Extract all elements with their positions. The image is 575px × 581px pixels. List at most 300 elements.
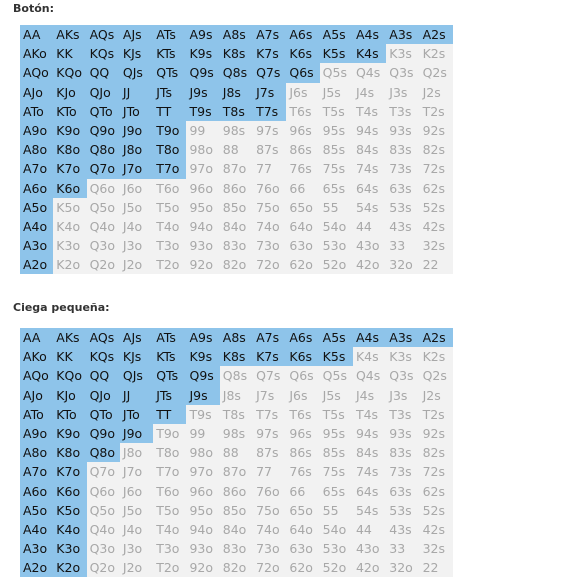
hand-cell: K8s <box>220 44 253 63</box>
hand-cell: KTs <box>153 44 186 63</box>
hand-cell: Q3s <box>386 366 419 385</box>
hand-cell: 65s <box>320 179 353 198</box>
hand-cell: 62o <box>286 255 319 274</box>
hand-cell: 82s <box>420 140 453 159</box>
hand-cell: A7s <box>253 328 286 347</box>
hand-cell: K6s <box>286 347 319 366</box>
hand-cell: J9s <box>186 386 219 405</box>
hand-cell: 98s <box>220 424 253 443</box>
hand-cell: K7s <box>253 44 286 63</box>
hand-cell: 97o <box>186 159 219 178</box>
hand-cell: 98o <box>186 140 219 159</box>
hand-cell: A9s <box>186 25 219 44</box>
hand-cell: J8o <box>120 443 153 462</box>
hand-cell: 95o <box>186 501 219 520</box>
hand-cell: QTo <box>87 405 120 424</box>
hand-cell: J9o <box>120 424 153 443</box>
hand-cell: 85s <box>320 140 353 159</box>
hand-cell: QQ <box>87 366 120 385</box>
hand-cell: 76s <box>286 462 319 481</box>
hand-cell: 22 <box>420 558 453 577</box>
hand-cell: 53o <box>320 236 353 255</box>
hand-cell: 82o <box>220 255 253 274</box>
hand-cell: J8s <box>220 83 253 102</box>
hand-cell: 54o <box>320 520 353 539</box>
hand-cell: Q9o <box>87 121 120 140</box>
hand-cell: 85o <box>220 198 253 217</box>
hand-cell: A6o <box>20 179 53 198</box>
hand-cell: A4o <box>20 217 53 236</box>
hand-range-grid-ciega-pequena <box>20 328 453 577</box>
hand-cell: T8o <box>153 443 186 462</box>
hand-cell: 99 <box>186 121 219 140</box>
hand-cell: AKo <box>20 347 53 366</box>
hand-cell: J6o <box>120 482 153 501</box>
hand-cell: ATs <box>153 328 186 347</box>
hand-cell: A3s <box>386 328 419 347</box>
hand-cell: A2o <box>20 255 53 274</box>
hand-cell: A5o <box>20 501 53 520</box>
hand-cell: K9s <box>186 44 219 63</box>
hand-cell: J6o <box>120 179 153 198</box>
hand-cell: TT <box>153 405 186 424</box>
hand-cell: T5o <box>153 198 186 217</box>
hand-cell: QTs <box>153 366 186 385</box>
hand-cell: Q6o <box>87 482 120 501</box>
hand-cell: 65o <box>286 198 319 217</box>
hand-cell: 84o <box>220 217 253 236</box>
hand-cell: A4o <box>20 520 53 539</box>
hand-cell: 72o <box>253 558 286 577</box>
hand-cell: 32o <box>386 255 419 274</box>
hand-cell: 96o <box>186 179 219 198</box>
hand-cell: Q8s <box>220 366 253 385</box>
hand-cell: A9o <box>20 121 53 140</box>
hand-cell: Q7o <box>87 462 120 481</box>
hand-cell: 97o <box>186 462 219 481</box>
hand-cell: A6s <box>286 328 319 347</box>
hand-cell: JJ <box>120 83 153 102</box>
hand-cell: 54s <box>353 501 386 520</box>
hand-cell: K3o <box>53 236 86 255</box>
hand-cell: 86s <box>286 140 319 159</box>
hand-cell: J6s <box>286 386 319 405</box>
hand-cell: 85o <box>220 501 253 520</box>
hand-cell: Q2s <box>420 63 453 82</box>
hand-cell: AKs <box>53 25 86 44</box>
hand-cell: T7s <box>253 405 286 424</box>
hand-cell: 96s <box>286 121 319 140</box>
hand-cell: KJs <box>120 347 153 366</box>
hand-cell: 77 <box>253 159 286 178</box>
hand-cell: Q3s <box>386 63 419 82</box>
hand-cell: 94o <box>186 217 219 236</box>
hand-cell: 93o <box>186 539 219 558</box>
hand-cell: 32o <box>386 558 419 577</box>
hand-cell: 72o <box>253 255 286 274</box>
hand-cell: 73o <box>253 236 286 255</box>
hand-cell: 75s <box>320 159 353 178</box>
hand-cell: 93o <box>186 236 219 255</box>
hand-cell: 83s <box>386 140 419 159</box>
hand-cell: J9s <box>186 83 219 102</box>
hand-cell: 87s <box>253 443 286 462</box>
hand-cell: AQo <box>20 366 53 385</box>
hand-cell: 62s <box>420 482 453 501</box>
hand-cell: Q2o <box>87 558 120 577</box>
hand-cell: 43s <box>386 520 419 539</box>
hand-cell: 65o <box>286 501 319 520</box>
hand-cell: 74s <box>353 159 386 178</box>
hand-cell: J2o <box>120 558 153 577</box>
hand-cell: A2s <box>420 328 453 347</box>
hand-cell: 86s <box>286 443 319 462</box>
hand-cell: KQs <box>87 44 120 63</box>
hand-cell: AA <box>20 328 53 347</box>
hand-cell: KTs <box>153 347 186 366</box>
hand-cell: 86o <box>220 179 253 198</box>
hand-cell: T7o <box>153 462 186 481</box>
hand-cell: Q5o <box>87 501 120 520</box>
hand-cell: T9o <box>153 121 186 140</box>
hand-cell: J3o <box>120 539 153 558</box>
hand-cell: K6o <box>53 179 86 198</box>
hand-cell: Q7o <box>87 159 120 178</box>
hand-cell: KTo <box>53 405 86 424</box>
hand-cell: TT <box>153 102 186 121</box>
hand-cell: J4o <box>120 520 153 539</box>
hand-cell: Q9o <box>87 424 120 443</box>
hand-cell: 53s <box>386 198 419 217</box>
hand-cell: T2o <box>153 255 186 274</box>
hand-cell: K3s <box>386 44 419 63</box>
hand-cell: J8o <box>120 140 153 159</box>
hand-cell: 52s <box>420 198 453 217</box>
hand-cell: 98s <box>220 121 253 140</box>
hand-cell: A3o <box>20 539 53 558</box>
hand-cell: Q9s <box>186 63 219 82</box>
hand-cell: 64o <box>286 217 319 236</box>
hand-cell: Q3o <box>87 236 120 255</box>
section-title: Botón: <box>13 2 54 15</box>
hand-cell: 97s <box>253 424 286 443</box>
hand-cell: AJs <box>120 328 153 347</box>
hand-cell: T2s <box>420 102 453 121</box>
hand-cell: T4s <box>353 102 386 121</box>
hand-cell: Q5s <box>320 63 353 82</box>
hand-cell: J2s <box>420 83 453 102</box>
hand-cell: 52o <box>320 255 353 274</box>
hand-cell: Q6o <box>87 179 120 198</box>
hand-cell: K4o <box>53 520 86 539</box>
hand-cell: 54s <box>353 198 386 217</box>
hand-cell: Q9s <box>186 366 219 385</box>
hand-cell: K9o <box>53 121 86 140</box>
hand-cell: 94s <box>353 121 386 140</box>
hand-cell: QTo <box>87 102 120 121</box>
hand-cell: J5o <box>120 501 153 520</box>
hand-cell: T6s <box>286 102 319 121</box>
hand-cell: Q8s <box>220 63 253 82</box>
hand-cell: 72s <box>420 462 453 481</box>
hand-cell: K9s <box>186 347 219 366</box>
hand-cell: K3s <box>386 347 419 366</box>
hand-cell: 63s <box>386 179 419 198</box>
hand-cell: T4o <box>153 520 186 539</box>
hand-cell: QJo <box>87 386 120 405</box>
hand-cell: J7o <box>120 159 153 178</box>
hand-cell: AA <box>20 25 53 44</box>
hand-cell: Q4o <box>87 217 120 236</box>
hand-cell: T3o <box>153 539 186 558</box>
hand-cell: KK <box>53 44 86 63</box>
hand-cell: T9s <box>186 405 219 424</box>
hand-cell: T4o <box>153 217 186 236</box>
hand-cell: JTs <box>153 386 186 405</box>
hand-cell: 88 <box>220 443 253 462</box>
hand-cell: K4o <box>53 217 86 236</box>
hand-cell: 74s <box>353 462 386 481</box>
hand-cell: 85s <box>320 443 353 462</box>
hand-cell: QJs <box>120 63 153 82</box>
hand-cell: K8o <box>53 443 86 462</box>
hand-cell: J2o <box>120 255 153 274</box>
hand-cell: A8o <box>20 443 53 462</box>
hand-cell: K8o <box>53 140 86 159</box>
hand-cell: 62s <box>420 179 453 198</box>
hand-cell: K7s <box>253 347 286 366</box>
hand-cell: 82s <box>420 443 453 462</box>
hand-cell: 94o <box>186 520 219 539</box>
hand-cell: QJs <box>120 366 153 385</box>
hand-cell: 76o <box>253 179 286 198</box>
hand-cell: Q8o <box>87 443 120 462</box>
hand-cell: 64s <box>353 482 386 501</box>
hand-cell: Q3o <box>87 539 120 558</box>
hand-cell: A4s <box>353 25 386 44</box>
hand-cell: K2o <box>53 255 86 274</box>
hand-cell: Q4s <box>353 63 386 82</box>
hand-cell: 93s <box>386 121 419 140</box>
hand-cell: 52s <box>420 501 453 520</box>
hand-cell: QQ <box>87 63 120 82</box>
hand-cell: 52o <box>320 558 353 577</box>
hand-cell: 94s <box>353 424 386 443</box>
hand-cell: A4s <box>353 328 386 347</box>
hand-cell: KTo <box>53 102 86 121</box>
hand-cell: AJo <box>20 83 53 102</box>
hand-cell: A8s <box>220 328 253 347</box>
hand-cell: 75s <box>320 462 353 481</box>
hand-cell: 73s <box>386 159 419 178</box>
hand-cell: 63o <box>286 236 319 255</box>
hand-cell: A9o <box>20 424 53 443</box>
hand-cell: 95s <box>320 424 353 443</box>
hand-cell: K8s <box>220 347 253 366</box>
hand-cell: J6s <box>286 83 319 102</box>
hand-cell: 74o <box>253 520 286 539</box>
hand-cell: 97s <box>253 121 286 140</box>
hand-cell: KJo <box>53 386 86 405</box>
hand-cell: 44 <box>353 520 386 539</box>
hand-cell: 63s <box>386 482 419 501</box>
hand-cell: A3s <box>386 25 419 44</box>
hand-cell: Q2s <box>420 366 453 385</box>
hand-cell: 87o <box>220 462 253 481</box>
hand-cell: T3o <box>153 236 186 255</box>
hand-cell: ATs <box>153 25 186 44</box>
hand-cell: 88 <box>220 140 253 159</box>
hand-cell: T7o <box>153 159 186 178</box>
hand-cell: ATo <box>20 405 53 424</box>
hand-cell: T5o <box>153 501 186 520</box>
hand-cell: J2s <box>420 386 453 405</box>
hand-cell: 83s <box>386 443 419 462</box>
hand-cell: A7o <box>20 462 53 481</box>
hand-cell: 98o <box>186 443 219 462</box>
hand-cell: A3o <box>20 236 53 255</box>
hand-cell: J8s <box>220 386 253 405</box>
hand-cell: JTo <box>120 102 153 121</box>
hand-cell: JTs <box>153 83 186 102</box>
hand-cell: A8o <box>20 140 53 159</box>
hand-cell: A2s <box>420 25 453 44</box>
hand-cell: 53o <box>320 539 353 558</box>
hand-cell: Q2o <box>87 255 120 274</box>
hand-cell: J4s <box>353 83 386 102</box>
hand-cell: JJ <box>120 386 153 405</box>
hand-cell: JTo <box>120 405 153 424</box>
hand-cell: 92o <box>186 558 219 577</box>
hand-cell: K7o <box>53 159 86 178</box>
hand-cell: 76s <box>286 159 319 178</box>
hand-cell: A9s <box>186 328 219 347</box>
hand-cell: 64o <box>286 520 319 539</box>
hand-cell: J7o <box>120 462 153 481</box>
hand-cell: KQo <box>53 366 86 385</box>
hand-cell: A7o <box>20 159 53 178</box>
hand-cell: K5o <box>53 198 86 217</box>
hand-cell: A8s <box>220 25 253 44</box>
hand-cell: 99 <box>186 424 219 443</box>
hand-cell: 42o <box>353 255 386 274</box>
hand-cell: QTs <box>153 63 186 82</box>
hand-cell: T9s <box>186 102 219 121</box>
hand-cell: J7s <box>253 83 286 102</box>
hand-cell: K6o <box>53 482 86 501</box>
hand-cell: 65s <box>320 482 353 501</box>
hand-cell: 72s <box>420 159 453 178</box>
hand-cell: AKo <box>20 44 53 63</box>
hand-cell: K2s <box>420 44 453 63</box>
hand-cell: 55 <box>320 501 353 520</box>
hand-cell: AQo <box>20 63 53 82</box>
hand-cell: J5s <box>320 83 353 102</box>
hand-cell: 53s <box>386 501 419 520</box>
hand-cell: Q5s <box>320 366 353 385</box>
hand-cell: J5s <box>320 386 353 405</box>
hand-cell: 42s <box>420 520 453 539</box>
hand-cell: T3s <box>386 405 419 424</box>
hand-cell: AJo <box>20 386 53 405</box>
hand-cell: T8s <box>220 102 253 121</box>
hand-cell: 74o <box>253 217 286 236</box>
hand-cell: J3s <box>386 386 419 405</box>
hand-cell: 43s <box>386 217 419 236</box>
hand-cell: Q6s <box>286 366 319 385</box>
hand-cell: Q8o <box>87 140 120 159</box>
hand-cell: A5s <box>320 328 353 347</box>
hand-cell: 33 <box>386 539 419 558</box>
hand-cell: 62o <box>286 558 319 577</box>
hand-cell: 44 <box>353 217 386 236</box>
hand-cell: Q7s <box>253 63 286 82</box>
hand-cell: J4s <box>353 386 386 405</box>
hand-cell: 32s <box>420 539 453 558</box>
hand-cell: K6s <box>286 44 319 63</box>
hand-cell: 75o <box>253 198 286 217</box>
hand-cell: 43o <box>353 539 386 558</box>
hand-cell: A2o <box>20 558 53 577</box>
hand-cell: T4s <box>353 405 386 424</box>
hand-cell: K2s <box>420 347 453 366</box>
hand-cell: K3o <box>53 539 86 558</box>
hand-cell: 73s <box>386 462 419 481</box>
hand-cell: Q6s <box>286 63 319 82</box>
hand-cell: 96s <box>286 424 319 443</box>
hand-cell: J7s <box>253 386 286 405</box>
hand-cell: K7o <box>53 462 86 481</box>
hand-cell: 95s <box>320 121 353 140</box>
hand-cell: K5o <box>53 501 86 520</box>
hand-cell: KJo <box>53 83 86 102</box>
hand-cell: T3s <box>386 102 419 121</box>
hand-cell: 66 <box>286 179 319 198</box>
hand-cell: 77 <box>253 462 286 481</box>
hand-cell: 86o <box>220 482 253 501</box>
hand-cell: KQs <box>87 347 120 366</box>
hand-cell: J3s <box>386 83 419 102</box>
hand-cell: J3o <box>120 236 153 255</box>
hand-cell: 96o <box>186 482 219 501</box>
hand-range-grid-boton <box>20 25 453 274</box>
hand-cell: J9o <box>120 121 153 140</box>
hand-cell: Q7s <box>253 366 286 385</box>
hand-cell: 84s <box>353 443 386 462</box>
hand-cell: 82o <box>220 558 253 577</box>
hand-cell: A7s <box>253 25 286 44</box>
hand-cell: K2o <box>53 558 86 577</box>
hand-cell: KJs <box>120 44 153 63</box>
hand-cell: 95o <box>186 198 219 217</box>
hand-cell: 55 <box>320 198 353 217</box>
hand-cell: T2s <box>420 405 453 424</box>
hand-cell: AJs <box>120 25 153 44</box>
hand-cell: 42o <box>353 558 386 577</box>
hand-cell: 83o <box>220 236 253 255</box>
hand-cell: 87s <box>253 140 286 159</box>
section-title: Ciega pequeña: <box>13 301 110 314</box>
hand-cell: 43o <box>353 236 386 255</box>
hand-cell: 84s <box>353 140 386 159</box>
hand-cell: J5o <box>120 198 153 217</box>
hand-cell: T5s <box>320 405 353 424</box>
hand-cell: T6s <box>286 405 319 424</box>
hand-cell: A5o <box>20 198 53 217</box>
hand-cell: 33 <box>386 236 419 255</box>
hand-cell: AKs <box>53 328 86 347</box>
hand-cell: K4s <box>353 44 386 63</box>
